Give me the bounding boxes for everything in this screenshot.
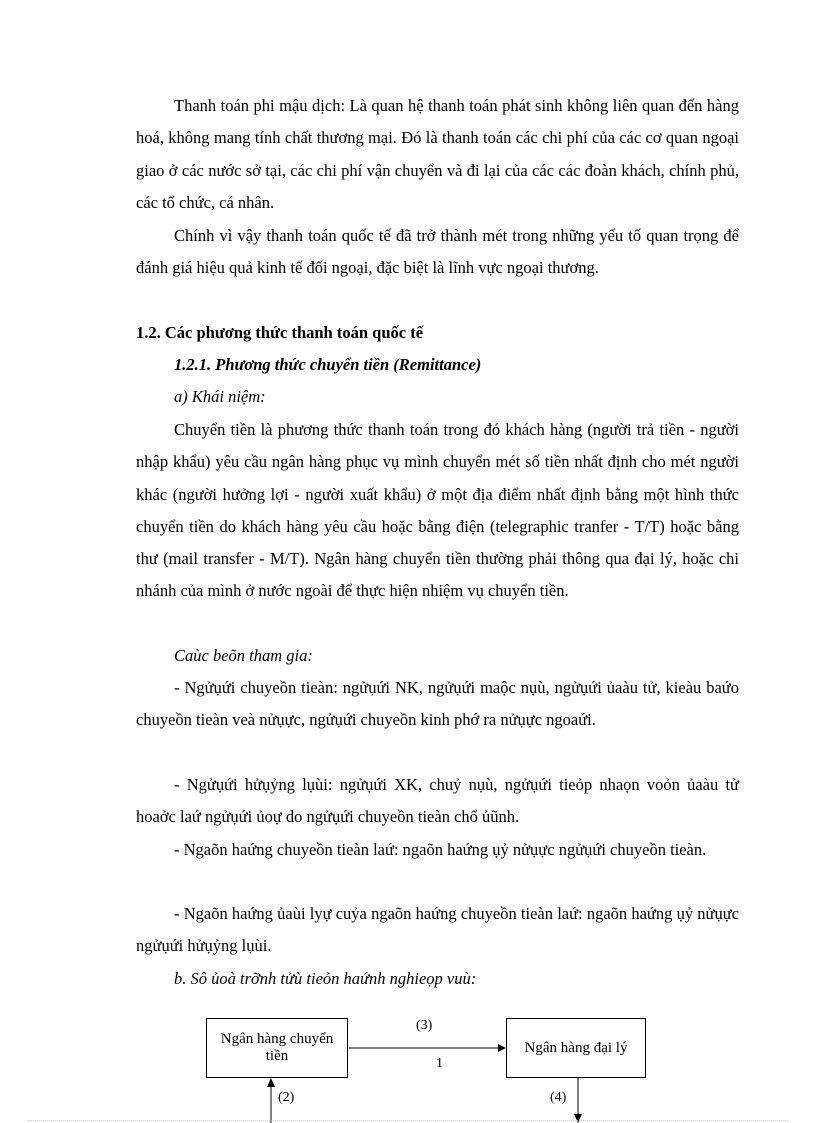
bullet-beneficiary: - Ngửụứi hửụỷng lụùi: ngửụứi XK, chuỷ nụù, ngửụứi tieỏp nhaọn voỏn ủaàu tử hoaởc laứ ngửụứi ủoự do ngửụứi chuyeồn tieàn chổ ủũnh.	[136, 775, 739, 827]
paragraph-non-trade-payment: Thanh toán phi mậu dịch: Là quan hệ thanh toán phát sinh không liên quan đến hàng hoá, không mang tính chất thương mại. Đó là thanh toán các chi phí của các cơ quan ngoại giao ở các nước sở tại, các chi phí vận chuyển và đi lại của các các đoàn khách, chính phủ, các tổ chức, cá nhân.	[136, 96, 739, 212]
heading-payment-methods: 1.2. Các phương thức thanh toán quốc tế	[136, 323, 424, 342]
heading-remittance: 1.2.1. Phương thức chuyển tiền (Remittance)	[174, 355, 482, 374]
heading-parties: Caùc beõn tham gia:	[174, 646, 313, 665]
paragraph-importance: Chính vì vậy thanh toán quốc tế đã trở thành mét trong những yếu tố quan trọng để đánh giá hiệu quả kinh tế đối ngoại, đặc biệt là lĩnh vực ngoại thương.	[136, 226, 739, 278]
bullet-remitting-bank: - Ngaõn haứng chuyeồn tieàn laứ: ngaõn haứng ụỷ nửụực ngửụứi chuyeồn tieàn.	[174, 840, 707, 859]
label-step-4: (4)	[550, 1090, 567, 1105]
arrow-2-head	[267, 1078, 275, 1087]
label-step-1: 1	[436, 1056, 443, 1071]
page-bottom-dotted-line	[28, 1120, 788, 1121]
paragraph-remittance-definition: Chuyển tiền là phương thức thanh toán trong đó khách hàng (người trả tiền - người nhập khẩu) yêu cầu ngân hàng phục vụ mình chuyển mét số tiền nhất định cho mét người khác (người hưởng lợi - người xuất khẩu) ở một địa điểm nhất định bằng một hình thức chuyển tiền do khách hàng yêu cầu hoặc bằng điện (telegraphic tranfer - T/T) hoặc bằng thư (mail transfer - M/T). Ngân hàng chuyển tiền thường phải thông qua đại lý, hoặc chi nhánh của mình ở nước ngoài để thực hiện nhiệm vụ chuyển tiền.	[136, 420, 739, 601]
arrow-4-head	[574, 1114, 582, 1123]
box-remitting-bank: Ngân hàng chuyển tiền	[206, 1018, 348, 1078]
label-step-3: (3)	[416, 1018, 433, 1033]
bullet-agent-bank: - Ngaõn haứng ủaùi lyự cuỷa ngaõn haứng chuyeồn tieàn laứ: ngaõn haứng ụỷ nửụực ngửụứi hửụỷng lụùi.	[136, 904, 739, 956]
heading-concept: a) Khái niệm:	[174, 387, 266, 406]
bullet-remitter: - Ngửụứi chuyeồn tieàn: ngửụứi NK, ngửụứi maộc nụù, ngửụứi ủaàu tử, kieàu baứo chuyeồn tieàn veà nửụực, ngửụứi chuyeồn kinh phớ ra nửụực ngoaứi.	[136, 678, 739, 730]
heading-process-diagram: b. Sô ủoà trỡnh tửù tieỏn haứnh nghieọp vuù:	[174, 969, 477, 988]
arrow-3-head	[498, 1044, 506, 1052]
label-step-2: (2)	[278, 1090, 295, 1105]
box-agent-bank: Ngân hàng đại lý	[506, 1018, 646, 1078]
